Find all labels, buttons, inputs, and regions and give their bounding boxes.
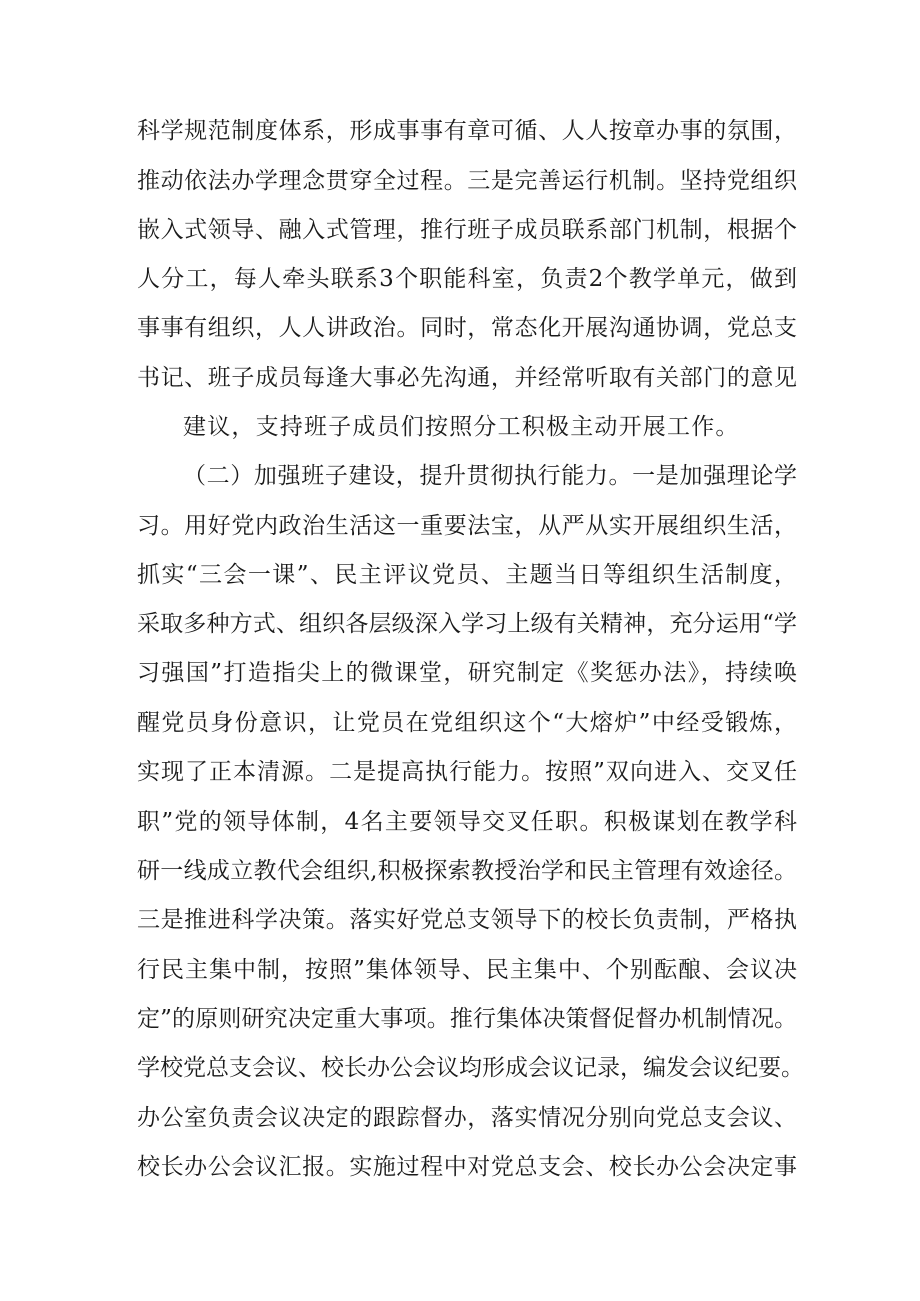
- paragraph-line: 实现了正本清源。二是提高执行能力。按照”双向进入、交叉任: [137, 759, 797, 785]
- paragraph-line: 嵌入式领导、融入式管理，推行班子成员联系部门机制，根据个: [137, 217, 797, 243]
- paragraph-line: 定”的原则研究决定重大事项。推行集体决策督促督办机制情况。: [137, 1006, 797, 1032]
- paragraph-line: 抓实“三会一课”、民主评议党员、主题当日等组织生活制度，: [137, 562, 797, 588]
- paragraph-line: 人分工，每人牵头联系3个职能科室，负责2个教学单元，做到: [137, 266, 797, 292]
- paragraph-line: 事事有组织，人人讲政治。同时，常态化开展沟通协调，党总支: [137, 315, 797, 341]
- paragraph-line: 建议，支持班子成员们按照分工积极主动开展工作。: [183, 414, 740, 440]
- paragraph-line: 科学规范制度体系，形成事事有章可循、人人按章办事的氛围，: [137, 118, 797, 144]
- paragraph-line: 校长办公会议汇报。实施过程中对党总支会、校长办公会决定事: [137, 1154, 797, 1180]
- paragraph-line: 职”党的领导体制，4名主要领导交叉任职。积极谋划在教学科: [137, 809, 797, 835]
- paragraph-line: 习。用好党内政治生活这一重要法宝，从严从实开展组织生活，: [137, 513, 797, 539]
- paragraph-line: 采取多种方式、组织各层级深入学习上级有关精神，充分运用“学: [137, 611, 797, 637]
- paragraph-line: 三是推进科学决策。落实好党总支领导下的校长负责制，严格执: [137, 907, 797, 933]
- paragraph-line: 书记、班子成员每逢大事必先沟通，并经常听取有关部门的意见: [137, 365, 797, 391]
- paragraph-line: 推动依法办学理念贯穿全过程。三是完善运行机制。坚持党组织: [137, 168, 797, 194]
- paragraph-line: 醒党员身份意识，让党员在党组织这个“大熔炉”中经受锻炼，: [137, 710, 797, 736]
- paragraph-line: 学校党总支会议、校长办公会议均形成会议记录，编发会议纪要。: [137, 1055, 804, 1081]
- section-heading-line: （二）加强班子建设，提升贯彻执行能力。一是加强理论学: [183, 463, 797, 489]
- paragraph-line: 习强国”打造指尖上的微课堂，研究制定《奖惩办法》，持续唤: [137, 660, 797, 686]
- paragraph-line: 研一线成立教代会组织,积极探索教授治学和民主管理有效途径。: [137, 858, 797, 884]
- paragraph-line: 行民主集中制，按照”集体领导、民主集中、个别酝酿、会议决: [137, 957, 797, 983]
- paragraph-line: 办公室负责会议决定的跟踪督办，落实情况分别向党总支会议、: [137, 1105, 797, 1131]
